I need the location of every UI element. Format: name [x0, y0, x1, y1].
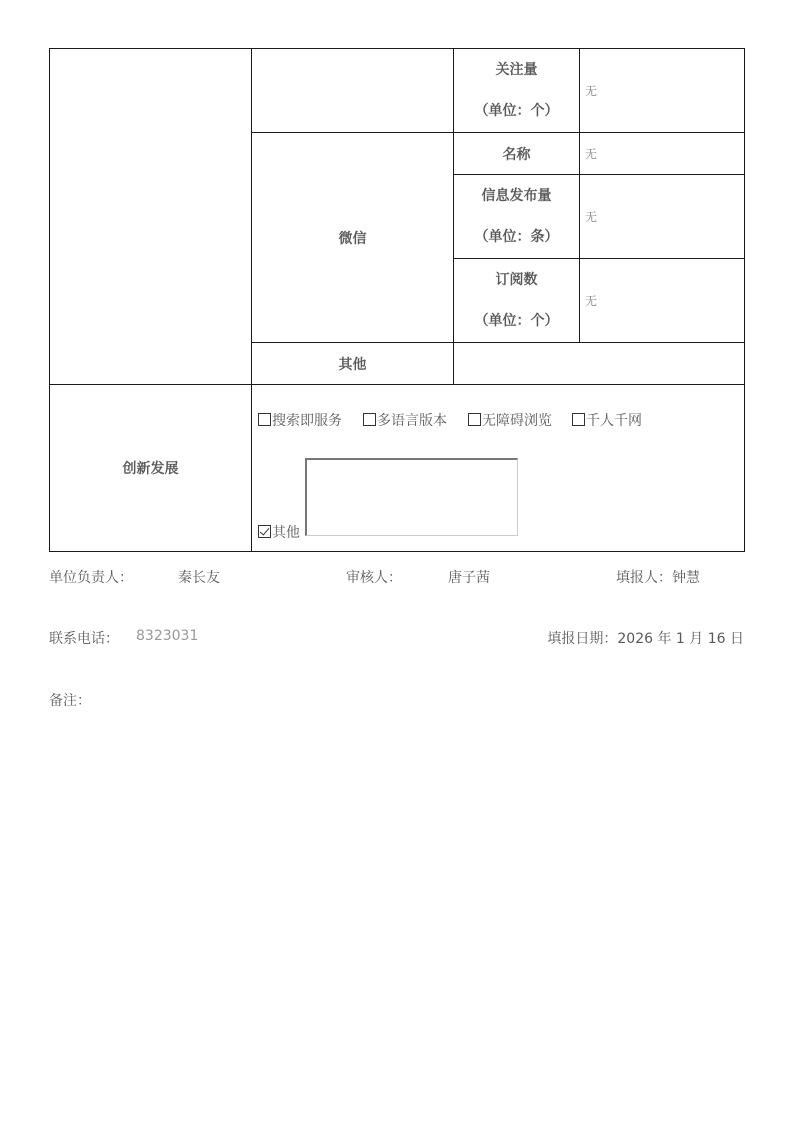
- name-value: 无: [580, 133, 745, 175]
- innovation-label: 创新发展: [50, 385, 252, 552]
- remarks-label: 备注：: [49, 693, 91, 709]
- follow-count-value: 无: [580, 49, 745, 133]
- platform-empty-cell: [252, 49, 454, 133]
- option-other[interactable]: 其他: [258, 522, 300, 542]
- responsible-label: 单位负责人：: [49, 570, 133, 586]
- wechat-label: 微信: [252, 133, 454, 343]
- other-textarea[interactable]: [305, 458, 518, 536]
- follow-count-label: 关注量 （单位：个）: [454, 49, 580, 133]
- name-label: 名称: [454, 133, 580, 175]
- fill-date: 填报日期：2026 年 1 月 16 日: [547, 631, 744, 647]
- phone-label: 联系电话：: [49, 631, 119, 647]
- subscribe-count-value: 无: [580, 259, 745, 343]
- option-accessibility[interactable]: 无障碍浏览: [468, 410, 552, 430]
- other-platform-label: 其他: [252, 343, 454, 385]
- other-platform-value[interactable]: [454, 343, 745, 385]
- option-multilingual[interactable]: 多语言版本: [363, 410, 447, 430]
- publish-count-value: 无: [580, 175, 745, 259]
- subscribe-count-label: 订阅数 （单位：个）: [454, 259, 580, 343]
- checkbox-icon[interactable]: [572, 413, 585, 426]
- publish-count-label: 信息发布量 （单位：条）: [454, 175, 580, 259]
- reviewer-label: 审核人：: [346, 570, 402, 586]
- checkbox-icon[interactable]: [258, 413, 271, 426]
- filler: 填报人：钟慧: [616, 570, 700, 586]
- phone-value: 8323031: [136, 628, 199, 644]
- category-empty-cell: [50, 49, 252, 385]
- checkbox-icon[interactable]: [363, 413, 376, 426]
- reviewer-name: 唐子茜: [448, 570, 490, 586]
- checkbox-icon[interactable]: [468, 413, 481, 426]
- responsible-name: 秦长友: [178, 570, 220, 586]
- option-personalized[interactable]: 千人千网: [572, 410, 642, 430]
- option-search-as-service[interactable]: 搜索即服务: [258, 410, 342, 430]
- checked-checkbox-icon[interactable]: [258, 525, 271, 538]
